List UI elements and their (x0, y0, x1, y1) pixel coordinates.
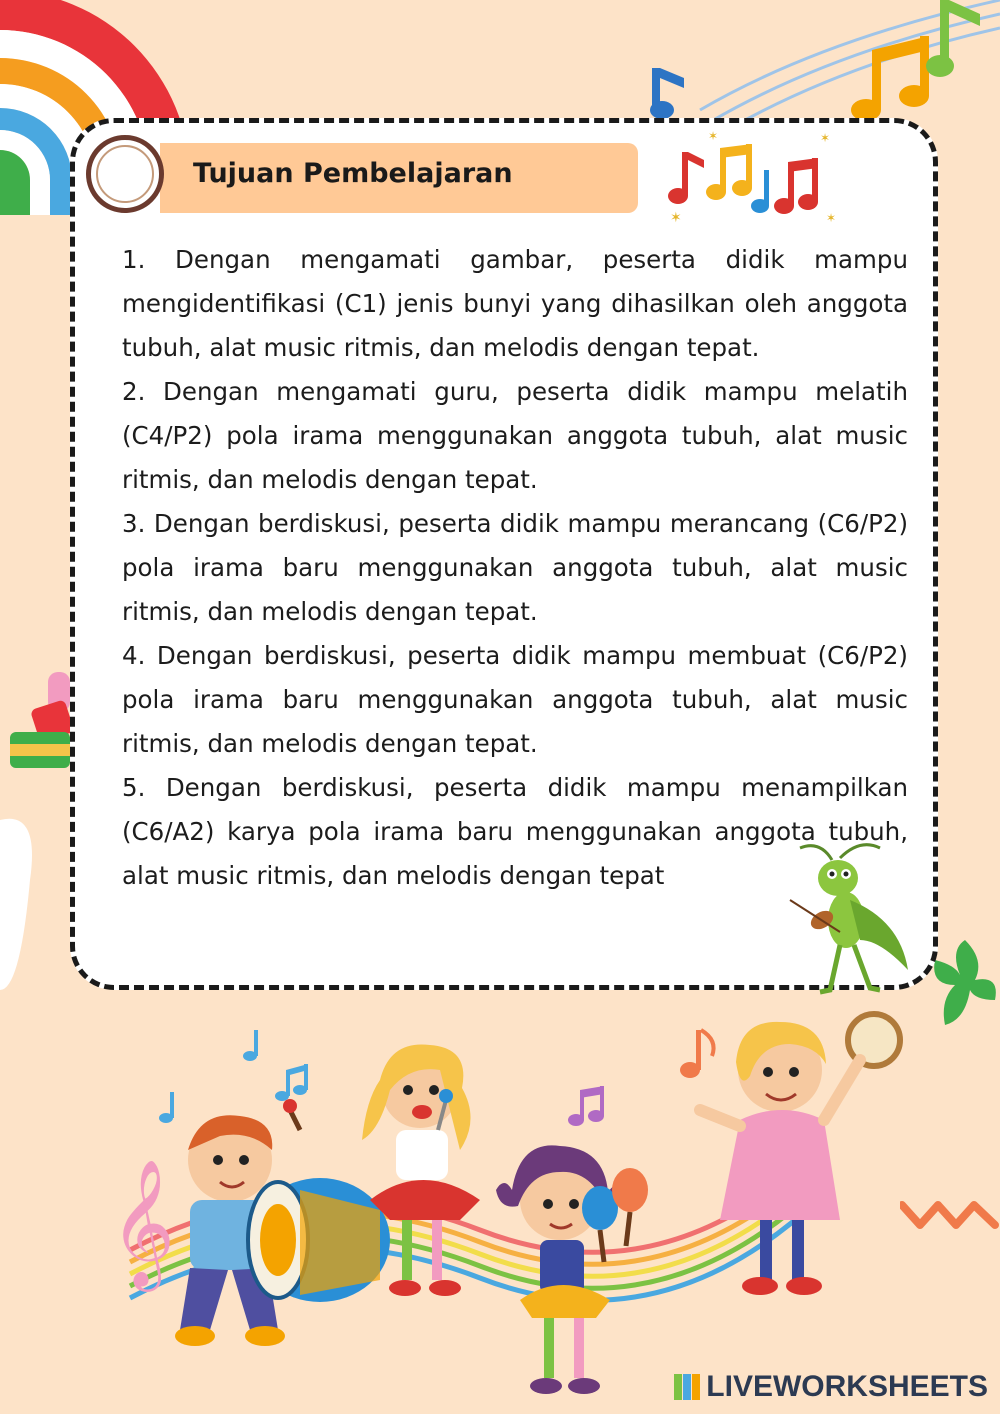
watermark-text: LIVEWORKSHEETS (706, 1370, 988, 1403)
header-title: Tujuan Pembelajaran (193, 158, 513, 189)
objective-item-2: 2. Dengan mengamati guru, peserta didik mampu melatih (C4/P2) pola irama menggunakan anggota tubuh, alat music ritmis, dan melodis dengan tepat. (122, 377, 908, 494)
svg-text:✶: ✶ (670, 210, 682, 226)
music-staff-decoration (640, 0, 1000, 130)
liveworksheets-watermark (674, 1370, 988, 1404)
objective-item-3: 3. Dengan berdiskusi, peserta didik mampu merancang (C6/P2) pola irama baru menggunakan anggota tubuh, alat music ritmis, dan melodis dengan tepat. (122, 509, 908, 626)
svg-text:✶: ✶ (826, 211, 837, 225)
svg-text:✶: ✶ (708, 130, 719, 143)
children-music-illustration (100, 1000, 920, 1414)
left-shapes-decoration (0, 660, 70, 1000)
grasshopper-violin-illustration (780, 840, 920, 1000)
objective-item-1: 1. Dengan mengamati gambar, peserta didik mampu mengidentifikasi (C1) jenis bunyi yang dihasilkan oleh anggota tubuh, alat music ritmis, dan melodis dengan tepat. (122, 245, 908, 362)
header-circle (86, 135, 164, 213)
objective-item-4: 4. Dengan berdiskusi, peserta didik mampu membuat (C6/P2) pola irama baru menggunakan anggota tubuh, alat music ritmis, dan melodis dengan tepat. (122, 641, 908, 758)
objective-item-5: 5. Dengan berdiskusi, peserta didik mampu menampilkan (C6/A2) karya pola irama baru menggunakan anggota tubuh, alat music ritmis, dan melodis dengan tepat (122, 773, 908, 890)
objectives-list (122, 238, 908, 898)
liveworksheets-logo-icon (674, 1374, 700, 1400)
music-notes-icon (660, 130, 840, 240)
svg-text:𝄞: 𝄞 (110, 1158, 176, 1286)
svg-text:✶: ✶ (820, 131, 831, 145)
